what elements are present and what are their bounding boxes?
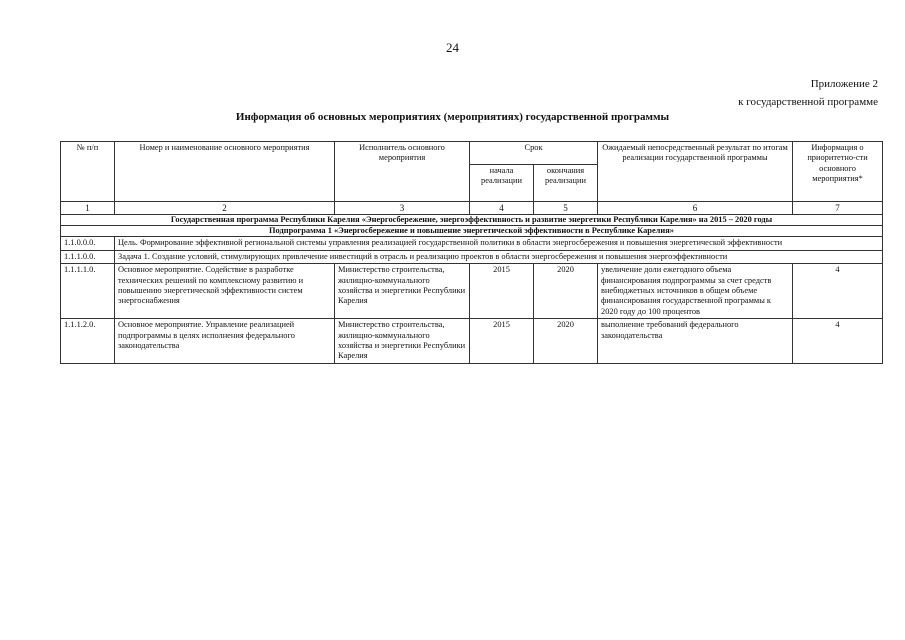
column-number: 4 (470, 202, 534, 215)
goal-code: 1.1.0.0.0. (61, 237, 115, 250)
activity-code: 1.1.1.2.0. (61, 319, 115, 364)
activity-priority: 4 (793, 264, 883, 319)
task-text: Задача 1. Создание условий, стимулирующих привлечение инвестиций в отрасль и реализацию проектов в области энергосбережения и повышения энергоэффективности (115, 250, 883, 263)
header-name: Номер и наименование основного мероприятия (115, 142, 335, 202)
program-title-row (61, 215, 883, 226)
table-row (61, 319, 883, 364)
subprogram-title: Подпрограмма 1 «Энергосбережение и повышение энергетической эффективности в Республике Карелия» (61, 226, 883, 237)
page-number: 24 (446, 40, 459, 55)
header-end: окончания реализации (534, 165, 598, 202)
header-result: Ожидаемый непосредственный результат по итогам реализации государственной программы (598, 142, 793, 202)
activity-end: 2020 (534, 264, 598, 319)
activity-executor: Министерство строительства, жилищно-коммунального хозяйства и энергетики Республики Карелия (335, 319, 470, 364)
activity-priority: 4 (793, 319, 883, 364)
column-number: 1 (61, 202, 115, 215)
header-row (61, 142, 883, 165)
activity-result: увеличение доли ежегодного объема финансирования подпрограммы за счет средств внебюджетных источников в общем объеме финансирования государственной программы к 2020 году до 100 процентов (598, 264, 793, 319)
subprogram-title-row (61, 226, 883, 237)
column-number: 6 (598, 202, 793, 215)
goal-row (61, 237, 883, 250)
activity-result: выполнение требований федерального законодательства (598, 319, 793, 364)
program-title: Государственная программа Республики Карелия «Энергосбережение, энергоэффективность и развитие энергетики Республики Карелия» на 2015 – 2020 годы (61, 215, 883, 226)
task-row (61, 250, 883, 263)
column-number: 3 (335, 202, 470, 215)
task-code: 1.1.1.0.0. (61, 250, 115, 263)
header-start: начала реализации (470, 165, 534, 202)
table-row (61, 264, 883, 319)
program-activities-table (60, 141, 883, 364)
appendix-line-2: к государственной программе (738, 96, 878, 108)
document-title: Информация об основных мероприятиях (мероприятиях) государственной программы (235, 111, 670, 123)
column-number: 5 (534, 202, 598, 215)
activity-end: 2020 (534, 319, 598, 364)
activity-executor: Министерство строительства, жилищно-коммунального хозяйства и энергетики Республики Карелия (335, 264, 470, 319)
activity-code: 1.1.1.1.0. (61, 264, 115, 319)
header-num: № п/п (61, 142, 115, 202)
header-executor: Исполнитель основного мероприятия (335, 142, 470, 202)
activity-start: 2015 (470, 319, 534, 364)
column-numbers-row (61, 202, 883, 215)
appendix-line-1: Приложение 2 (810, 78, 878, 90)
header-term: Срок (470, 142, 598, 165)
header-priority: Информация о приоритетно-сти основного мероприятия* (793, 142, 883, 202)
activity-start: 2015 (470, 264, 534, 319)
activity-name: Основное мероприятие. Управление реализацией подпрограммы в целях исполнения федерального законодательства (115, 319, 335, 364)
goal-text: Цель. Формирование эффективной региональной системы управления реализацией государственной политики в области энергосбережения и повышения энергетической эффективности (115, 237, 883, 250)
column-number: 7 (793, 202, 883, 215)
activity-name: Основное мероприятие. Содействие в разработке технических решений по комплексному развитию и повышению энергетической эффективности систем энергоснабжения (115, 264, 335, 319)
column-number: 2 (115, 202, 335, 215)
